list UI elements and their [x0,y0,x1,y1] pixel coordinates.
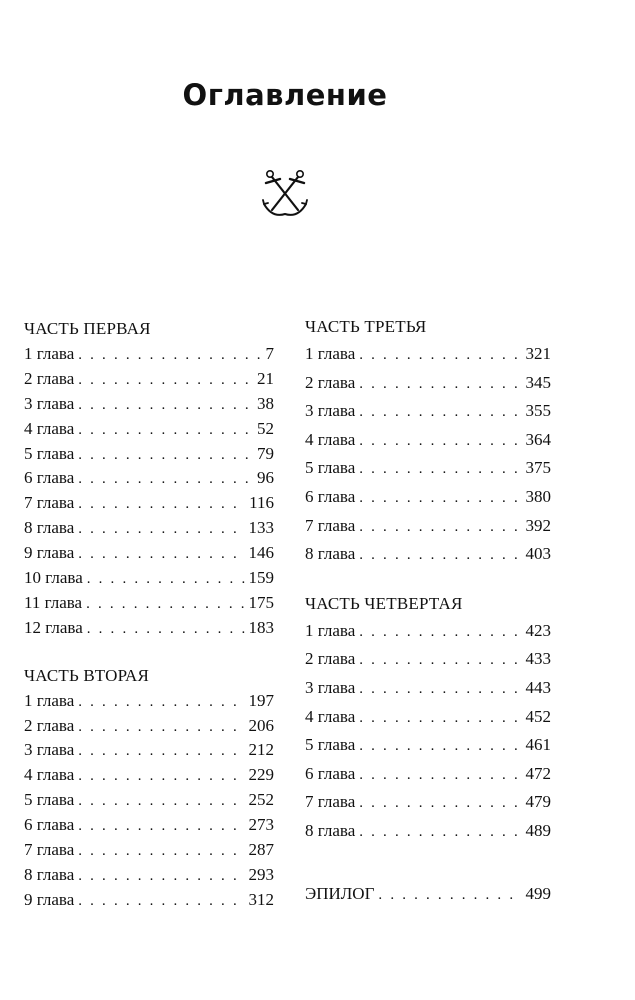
toc-entry[interactable]: 8 глава . . . 403 [305,540,551,569]
toc-entry[interactable]: 7 глава . . . 392 [305,512,551,541]
toc-entry[interactable]: 7 глава . . . 116 [24,491,274,516]
toc-entry[interactable]: 7 глава . . . 287 [24,838,274,863]
toc-entry[interactable]: 10 глава . . . 159 [24,566,274,591]
toc-entry[interactable]: 9 глава . . . 312 [24,888,274,913]
toc-section [305,314,551,569]
toc-section [24,663,274,913]
toc-entry[interactable]: 7 глава . . . 479 [305,788,551,817]
toc-entry[interactable]: 1 глава . . . 423 [305,617,551,646]
toc-entry[interactable]: 4 глава . . . 452 [305,703,551,732]
toc-entry[interactable]: 5 глава . . . 79 [24,442,274,467]
section-heading[interactable]: ЧАСТЬ ПЕРВАЯ [24,319,151,338]
crossed-anchors-icon [262,168,308,220]
section-heading[interactable]: ЧАСТЬ ТРЕТЬЯ [305,317,427,336]
toc-entry[interactable]: 4 глава . . . 229 [24,763,274,788]
toc-entry[interactable]: 1 глава . . . 321 [305,340,551,369]
toc-entry[interactable]: 8 глава . . . 293 [24,863,274,888]
section-heading[interactable]: ЧАСТЬ ВТОРАЯ [24,665,150,685]
toc-entry[interactable]: 3 глава . . . 443 [305,674,551,703]
epilogue-label: ЭПИЛОГ [305,883,375,903]
toc-entry[interactable]: 4 глава . . . 364 [305,426,551,455]
toc-entry[interactable]: 5 глава . . . 461 [305,731,551,760]
toc-entry[interactable]: 6 глава . . . 472 [305,760,551,789]
toc-entry[interactable]: 3 глава . . . 38 [24,392,274,417]
toc-entry[interactable]: 6 глава . . . 96 [24,466,274,491]
toc-entry[interactable]: 2 глава . . . 345 [305,369,551,398]
toc-entry-epilogue[interactable] [305,880,551,909]
page-title: Оглавление [182,78,388,112]
toc-entry[interactable]: 12 глава . . . 183 [24,616,274,641]
toc-entry[interactable]: 2 глава . . . 206 [24,714,274,739]
toc-entry[interactable]: 2 глава . . . 21 [24,367,274,392]
toc-entry[interactable]: 1 глава . . . 197 [24,689,274,714]
toc-entry[interactable]: 6 глава . . . 273 [24,813,274,838]
toc-entry[interactable]: 4 глава . . . 52 [24,417,274,442]
epilogue-page: 499 [525,883,551,903]
toc-entry[interactable]: 9 глава . . . 146 [24,541,274,566]
toc-entry[interactable]: 3 глава . . . 355 [305,397,551,426]
toc-entry[interactable]: 5 глава . . . 252 [24,788,274,813]
toc-left-column [24,316,274,913]
toc-section [24,316,274,641]
toc-entry[interactable]: 11 глава . . . 175 [24,591,274,616]
toc-entry[interactable]: 5 глава . . . 375 [305,454,551,483]
toc-entry[interactable]: 2 глава . . . 433 [305,645,551,674]
toc-entry[interactable]: 6 глава . . . 380 [305,483,551,512]
toc-section [305,591,551,846]
toc-entry[interactable]: 1 глава . . . 7 [24,342,274,367]
toc-right-column [305,314,551,908]
toc-entry[interactable]: 3 глава . . . 212 [24,738,274,763]
section-heading[interactable]: ЧАСТЬ ЧЕТВЕРТАЯ [305,593,463,613]
toc-entry[interactable]: 8 глава . . . 489 [305,817,551,846]
toc-entry[interactable]: 8 глава . . . 133 [24,516,274,541]
